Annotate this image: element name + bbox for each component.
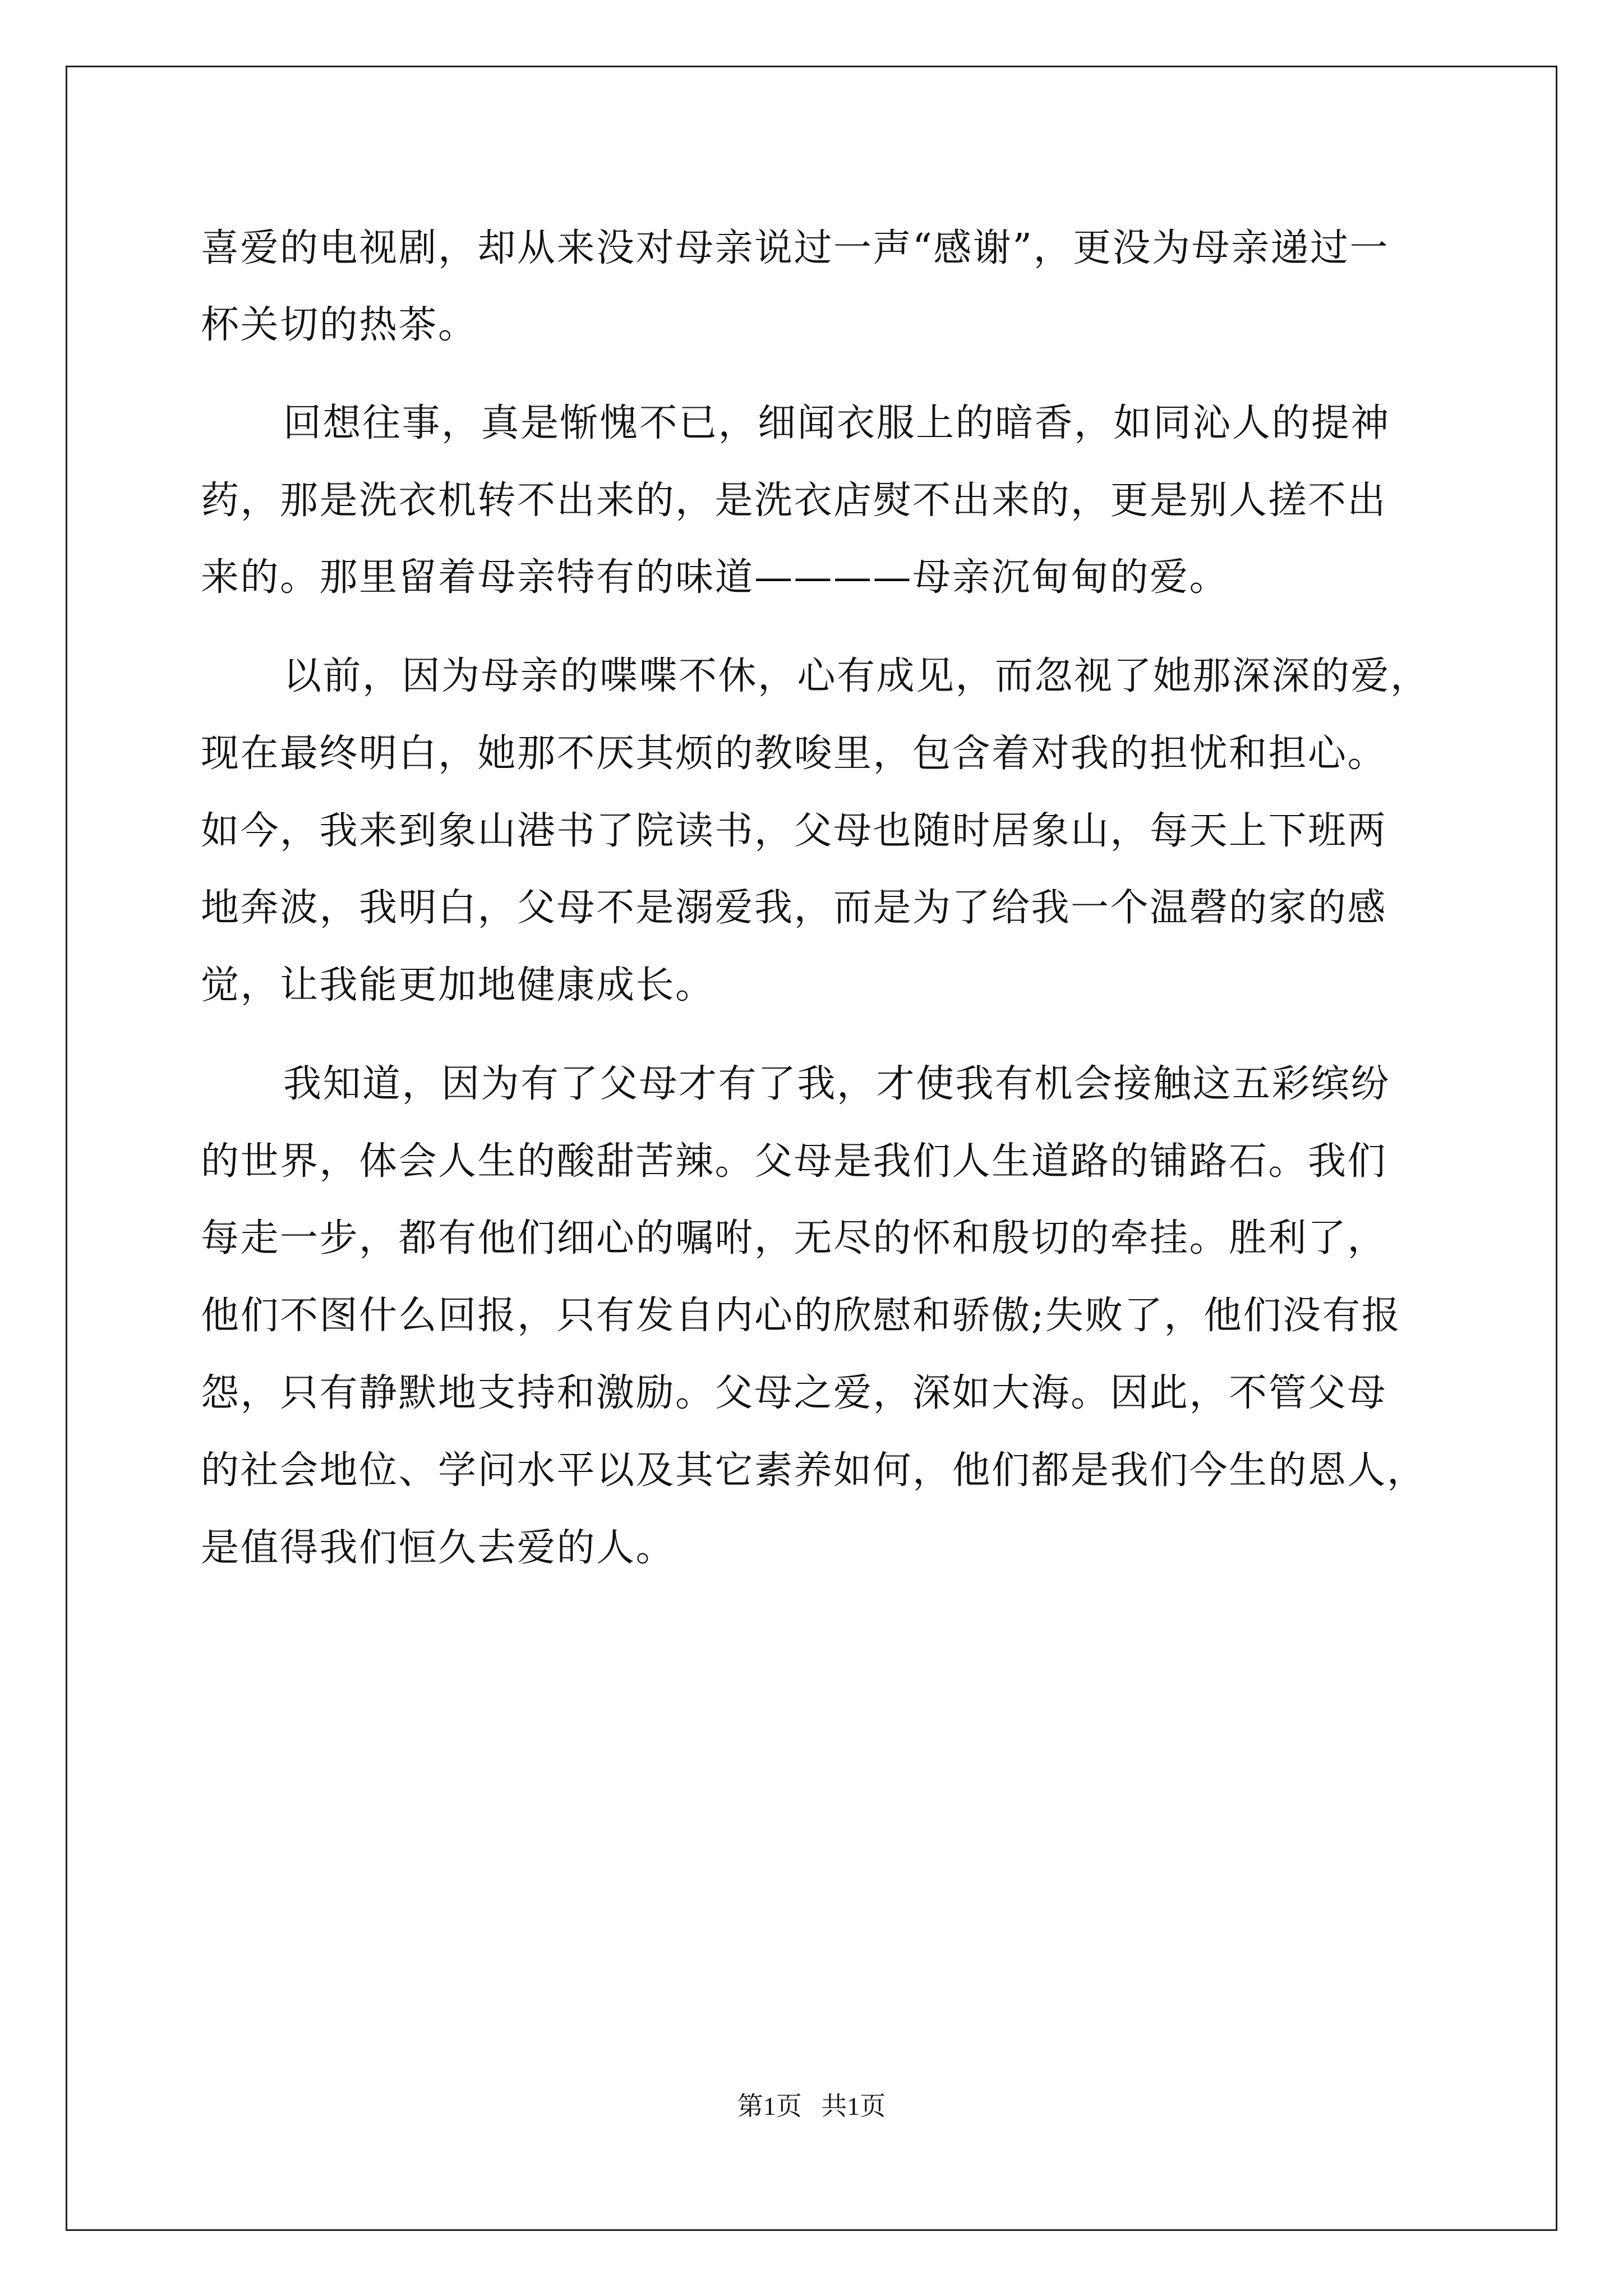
text-line: 怨，只有静默地支持和激励。父母之爱，深如大海。因此，不管父母	[201, 1371, 1387, 1415]
text-line: 药，那是洗衣机转不出来的，是洗衣店熨不出来的，更是别人搓不出	[201, 478, 1387, 523]
text-line: 地奔波，我明白，父母不是溺爱我，而是为了给我一个温磬的家的感	[201, 886, 1387, 930]
text-line: 喜爱的电视剧，却从来没对母亲说过一声“感谢”，更没为母亲递过一	[201, 226, 1390, 270]
text-line: 如今，我来到象山港书了院读书，父母也随时居象山，每天上下班两	[201, 809, 1387, 853]
text-line: 我知道，因为有了父母才有了我，才使我有机会接触这五彩缤纷	[283, 1062, 1391, 1106]
text-line: 回想往事，真是惭愧不已，细闻衣服上的暗香，如同沁人的提神	[283, 401, 1391, 445]
text-line: 现在最终明白，她那不厌其烦的教唆里，包含着对我的担忧和担心。	[201, 731, 1387, 776]
text-line: 杯关切的热茶。	[201, 303, 478, 347]
text-line: 来的。那里留着母亲特有的味道————母亲沉甸甸的爱。	[201, 555, 1229, 600]
text-line: 的世界，体会人生的酸甜苦辣。父母是我们人生道路的铺路石。我们	[201, 1139, 1387, 1184]
text-line: 是值得我们恒久去爱的人。	[201, 1526, 676, 1570]
text-line: 他们不图什么回报，只有发自内心的欣慰和骄傲;失败了，他们没有报	[201, 1294, 1401, 1338]
text-line: 的社会地位、学问水平以及其它素养如何，他们都是我们今生的恩人，	[201, 1448, 1427, 1493]
text-line: 每走一步，都有他们细心的嘱咐，无尽的怀和殷切的牵挂。胜利了，	[201, 1216, 1387, 1260]
page-number-footer: 第1页 共1页	[737, 2092, 886, 2120]
text-line: 觉，让我能更加地健康成长。	[201, 963, 715, 1007]
text-line: 以前，因为母亲的喋喋不休，心有成见，而忽视了她那深深的爱，	[283, 654, 1430, 698]
